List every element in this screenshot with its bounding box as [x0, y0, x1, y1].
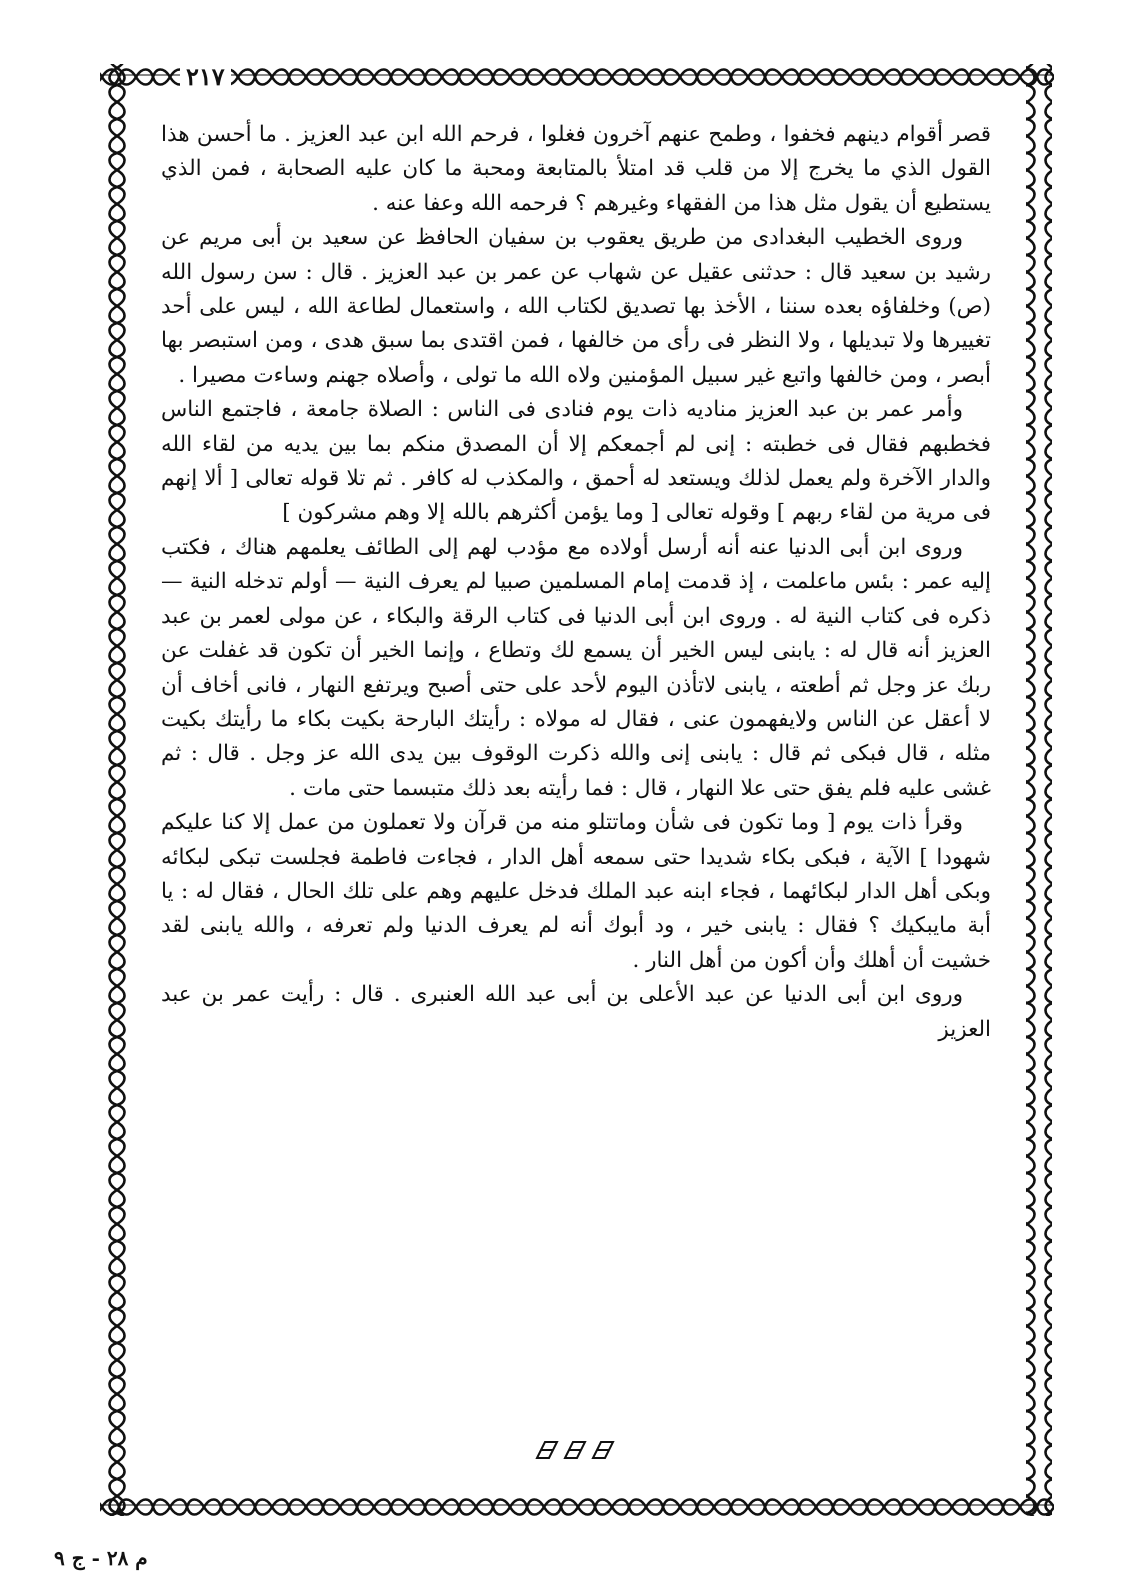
signature-mark: م ٢٨ - ج ٩	[54, 1546, 148, 1570]
paragraph: وقرأ ذات يوم [ وما تكون فى شأن وماتتلو منه من قرآن ولا تعملون من عمل إلا كنا عليكم شهودا ] الآية ، فبكى بكاء شديدا حتى سمعه أهل الدار ، فجاءت فاطمة فجلست تبكى لبكائه وبكى أهل الدار لبكائهما ، فجاء ابنه عبد الملك فدخل عليهم وهم على تلك الحال ، فقال له : يا أبة مايبكيك ؟ فقال : يابنى خير ، ود أبوك أنه لم يعرف الدنيا ولم تعرفه ، والله يابنى لقد خشيت أن أهلك وأن أكون من أهل النار .	[161, 810, 991, 973]
paragraph: وروى ابن أبى الدنيا عن عبد الأعلى بن أبى عبد الله العنبرى . قال : رأيت عمر بن عبد العزيز	[161, 982, 991, 1042]
paragraph: وروى ابن أبى الدنيا عنه أنه أرسل أولاده مع مؤدب لهم إلى الطائف يعلمهم هناك ، فكتب إليه عمر : بئس ماعلمت ، إذ قدمت إمام المسلمين صبيا لم يعرف النية — أولم تدخله النية — ذكره فى كتاب النية له . وروى ابن أبى الدنيا فى كتاب الرقة والبكاء ، عن مولى لعمر بن عبد العزيز أنه قال له : يابنى ليس الخير أن يسمع لك وتطاع ، وإنما الخير أن تكون قد غفلت عن ربك عز وجل ثم أطعته ، يابنى لاتأذن اليوم لأحد على حتى أصبح ويرتفع النهار ، فانى أخاف أن لا أعقل عن الناس ولايفهمون عنى ، فقال له مولاه : رأيتك البارحة بكيت بكاء ما رأيتك بكيت مثله ، قال فبكى ثم قال : يابنى إنى والله ذكرت الوقوف بين يدى الله عز وجل . قال : ثم غشى عليه فلم يفق حتى علا النهار ، قال : فما رأيته بعد ذلك متبسما حتى مات .	[161, 534, 991, 801]
page-number: ٢١٧	[180, 62, 231, 91]
closing-ornament-icon	[533, 1438, 617, 1462]
paragraph: وأمر عمر بن عبد العزيز مناديه ذات يوم فنادى فى الناس : الصلاة جامعة ، فاجتمع الناس فخطبهم فقال فى خطبته : إنى لم أجمعكم إلا أن المصدق منكم بما بين يديه من لقاء الله والدار الآخرة ولم يعمل لذلك ويستعد له أحمق ، والمكذب له كافر . ثم تلا قوله تعالى [ ألا إنهم فى مرية من لقاء ربهم ] وقوله تعالى [ وما يؤمن أكثرهم بالله إلا وهم مشركون ]	[161, 397, 991, 526]
paragraph: قصر أقوام دينهم فخفوا ، وطمح عنهم آخرون فغلوا ، فرحم الله ابن عبد العزيز . ما أحسن هذا القول الذي ما يخرج إلا من قلب قد امتلأ بالمتابعة ومحبة ما كان عليه الصحابة ، فمن الذي يستطيع أن يقول مثل هذا من الفقهاء وغيرهم ؟ فرحمه الله وعفا عنه .	[161, 122, 991, 216]
body-text	[161, 118, 991, 1047]
paragraph: وروى الخطيب البغدادى من طريق يعقوب بن سفيان الحافظ عن سعيد بن أبى مريم عن رشيد بن سعيد قال : حدثنى عقيل عن شهاب عن عمر بن عبد العزيز . قال : سن رسول الله (ص) وخلفاؤه بعده سننا ، الأخذ بها تصديق لكتاب الله ، واستعمال لطاعة الله ، ليس على أحد تغييرها ولا تبديلها ، ولا النظر فى رأى من خالفها ، فمن اقتدى بما سبق هدى ، ومن استبصر بها أبصر ، ومن خالفها واتبع غير سبيل المؤمنين ولاه الله ما تولى ، وأصلاه جهنم وساءت مصيرا .	[161, 225, 991, 388]
